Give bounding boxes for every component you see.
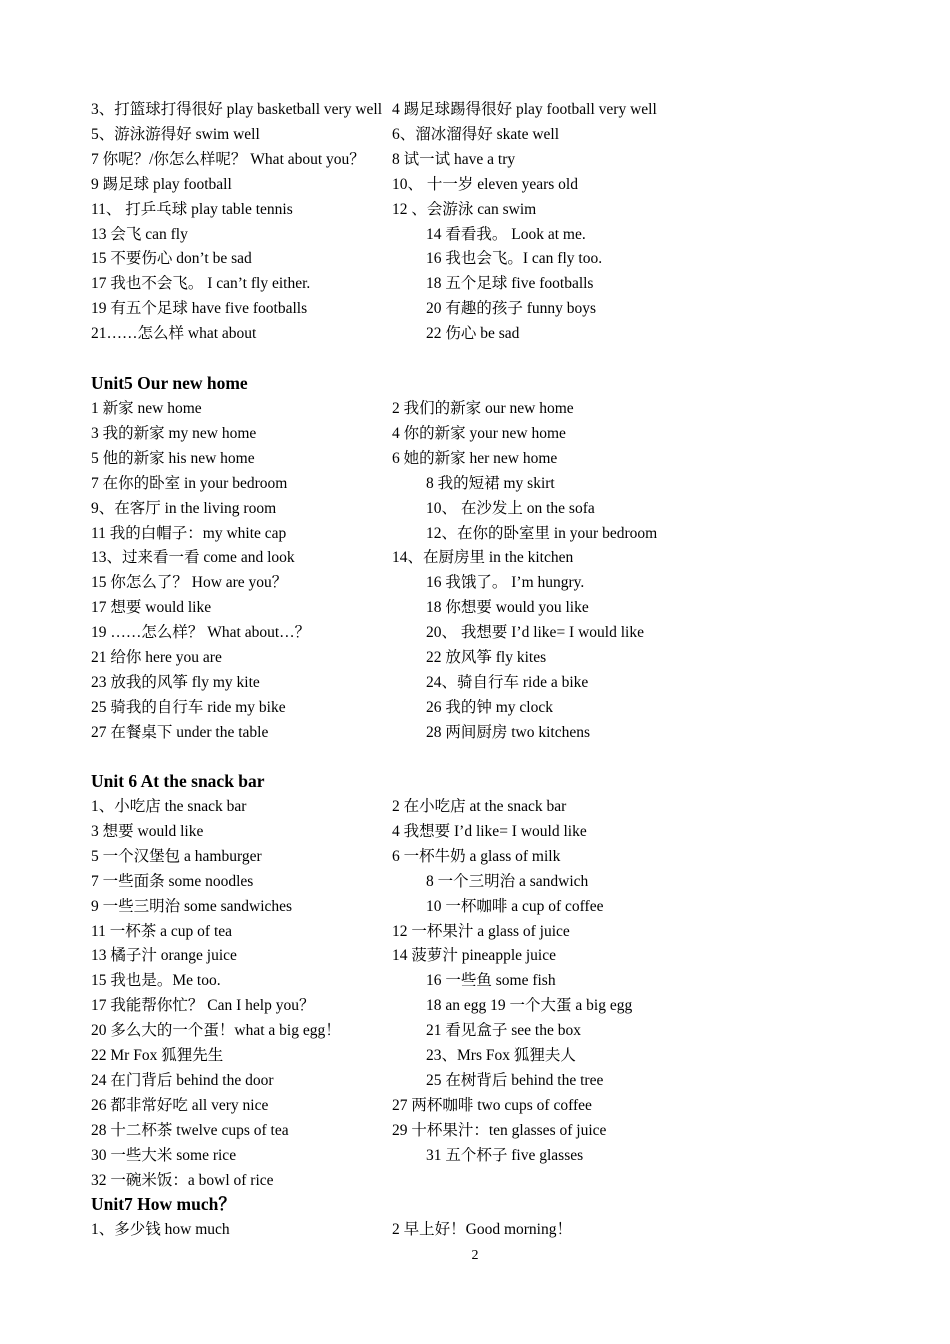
vocab-entry-left: 27 在餐桌下 under the table: [91, 723, 269, 741]
vocab-entry-right: 20、 我想要 I’d like= I would like: [426, 624, 644, 642]
vocab-entry-right: 2 在小吃店 at the snack bar: [392, 798, 567, 815]
vocab-entry-left: 17 想要 would like: [91, 599, 212, 617]
vocab-entry-left: 30 一些大米 some rice: [91, 1146, 237, 1164]
vocab-row: [91, 1217, 891, 1242]
vocab-entry-right: 27 两杯咖啡 two cups of coffee: [392, 1096, 592, 1114]
vocab-entry-left: 28 十二杯茶 twelve cups of tea: [91, 1121, 289, 1139]
vocab-entry-left: 1、多少钱 how much: [91, 1221, 230, 1238]
vocab-entry-left: 23 放我的风筝 fly my kite: [91, 673, 260, 691]
vocab-row: [91, 147, 891, 172]
vocab-entry-right: 21 看见盒子 see the box: [426, 1022, 581, 1040]
vocab-entry-left: 7 一些面条 some noodles: [91, 872, 254, 890]
vocab-row: [91, 869, 891, 894]
vocab-entry-left: 21 给你 here you are: [91, 649, 222, 666]
vocab-row: [91, 197, 891, 222]
vocab-entry-left: 7 在你的卧室 in your bedroom: [91, 474, 288, 492]
vocab-entry-left: 22 Mr Fox 狐狸先生: [91, 1047, 224, 1064]
vocab-entry-left: 13 橘子汁 orange juice: [91, 947, 237, 965]
vocab-row: [91, 919, 891, 944]
vocab-entry-left: 25 骑我的自行车 ride my bike: [91, 698, 286, 716]
vocab-entry-right: 8 试一试 have a try: [392, 150, 516, 168]
vocab-entry-right: 14、在厨房里 in the kitchen: [392, 549, 574, 567]
vocab-entry-right: 16 我也会飞。I can fly too.: [426, 250, 603, 268]
vocab-entry-left: 19 有五个足球 have five footballs: [91, 300, 308, 318]
vocab-entry-right: 12、在你的卧室里 in your bedroom: [426, 524, 658, 542]
vocab-entry-left: 9 一些三明治 some sandwiches: [91, 897, 293, 915]
vocab-entry-right: 8 一个三明治 a sandwich: [426, 872, 589, 890]
vocab-entry-left: 17 我能帮你忙？ Can I help you？: [91, 997, 315, 1015]
vocab-entry-right: 6 她的新家 her new home: [392, 449, 558, 467]
vocab-entry-right: 22 放风筝 fly kites: [426, 649, 547, 666]
vocab-entry-right: 18 an egg 19 一个大蛋 a big egg: [426, 997, 633, 1015]
vocab-entry-left: 13、过来看一看 come and look: [91, 549, 295, 567]
vocab-entry-left: 9、在客厅 in the living room: [91, 499, 277, 517]
vocab-entry-left: 1、小吃店 the snack bar: [91, 798, 247, 815]
vocab-entry-right: 14 看看我。 Look at me.: [426, 225, 586, 243]
vocab-entry-left: 1 新家 new home: [91, 400, 202, 417]
vocab-row: [91, 1068, 891, 1093]
vocab-row: [91, 246, 891, 271]
vocab-row: [91, 521, 891, 546]
vocab-entry-left: 20 多么大的一个蛋！what a big egg！: [91, 1022, 341, 1040]
vocab-row: [91, 122, 891, 147]
vocab-entry-right: 22 伤心 be sad: [426, 325, 520, 343]
vocab-row: [91, 844, 891, 869]
vocab-entry-left: 13 会飞 can fly: [91, 225, 188, 243]
vocab-entry-right: 4 你的新家 your new home: [392, 424, 566, 442]
vocab-entry-left: 9 踢足球 play football: [91, 175, 232, 193]
vocab-entry-left: 19 ……怎么样？ What about…？: [91, 624, 311, 642]
vocab-entry-right: 10、 十一岁 eleven years old: [392, 175, 578, 193]
vocab-row: [91, 720, 891, 745]
vocab-entry-left: 24 在门背后 behind the door: [91, 1071, 274, 1089]
vocab-row: [91, 968, 891, 993]
vocab-row: [91, 620, 891, 645]
vocab-entry-right: 28 两间厨房 two kitchens: [426, 723, 591, 741]
vocab-row: [91, 471, 891, 496]
vocab-row: [91, 1018, 891, 1043]
vocab-row: [91, 222, 891, 247]
vocab-entry-left: 5 他的新家 his new home: [91, 449, 255, 467]
vocab-entry-left: 11、 打乒乓球 play table tennis: [91, 200, 293, 218]
vocab-entry-right: 2 早上好！Good morning！: [392, 1221, 572, 1238]
vocab-row: [91, 894, 891, 919]
vocab-row: [91, 1143, 891, 1168]
vocab-entry-left: 26 都非常好吃 all very nice: [91, 1096, 269, 1114]
vocab-row: [91, 296, 891, 321]
vocab-entry-left: 15 不要伤心 don’t be sad: [91, 250, 252, 268]
vocab-row: [91, 1043, 891, 1068]
vocab-entry-right: 16 我饿了。 I’m hungry.: [426, 574, 585, 592]
vocab-entry-left: 3 我的新家 my new home: [91, 424, 257, 442]
vocab-entry-right: 10、 在沙发上 on the sofa: [426, 499, 595, 517]
vocab-entry-left: 7 你呢？/你怎么样呢？ What about you？: [91, 150, 365, 168]
vocab-entry-left: 3、打篮球打得很好 play basketball very well: [91, 101, 383, 118]
vocab-entry-right: 23、Mrs Fox 狐狸夫人: [426, 1047, 576, 1064]
unit7-heading: Unit7 How much？: [91, 1194, 236, 1214]
vocab-entry-left: 17 我也不会飞。 I can’t fly either.: [91, 275, 311, 293]
vocab-entry-right: 12 一杯果汁 a glass of juice: [392, 922, 570, 940]
vocab-row: [91, 421, 891, 446]
vocab-entry-right: 25 在树背后 behind the tree: [426, 1071, 604, 1089]
vocab-entry-right: 2 我们的新家 our new home: [392, 400, 574, 417]
vocab-entry-left: 15 我也是。Me too.: [91, 972, 221, 990]
vocab-row: [91, 396, 891, 421]
vocab-row: [91, 446, 891, 471]
vocab-row: [91, 172, 891, 197]
vocab-entry-right: 4 我想要 I’d like= I would like: [392, 822, 587, 840]
vocab-row: [91, 321, 891, 346]
vocab-entry-right: 6、溜冰溜得好 skate well: [392, 125, 560, 143]
vocab-entry-right: 20 有趣的孩子 funny boys: [426, 300, 597, 318]
vocab-entry-right: 18 五个足球 five footballs: [426, 275, 594, 293]
vocab-row: [91, 570, 891, 595]
vocab-row: [91, 1093, 891, 1118]
vocab-row: [91, 993, 891, 1018]
vocab-row: [91, 695, 891, 720]
vocab-row: [91, 271, 891, 296]
vocab-entry-left: 5 一个汉堡包 a hamburger: [91, 847, 262, 865]
vocab-entry-right: 12 、会游泳 can swim: [392, 200, 537, 218]
vocab-entry-right: 18 你想要 would you like: [426, 599, 589, 617]
vocab-row: [91, 819, 891, 844]
vocab-entry-right: 14 菠萝汁 pineapple juice: [392, 947, 556, 965]
unit6-heading: Unit 6 At the snack bar: [91, 771, 265, 791]
vocab-entry-right: 4 踢足球踢得很好 play football very well: [392, 101, 657, 118]
vocab-row: [91, 97, 891, 122]
vocab-entry-left: 15 你怎么了？ How are you？: [91, 574, 288, 592]
vocab-row: [91, 1168, 891, 1193]
vocab-entry-left: 21……怎么样 what about: [91, 325, 257, 343]
vocab-entry-right: 6 一杯牛奶 a glass of milk: [392, 847, 561, 865]
vocab-row: [91, 943, 891, 968]
vocab-entry-left: 11 一杯茶 a cup of tea: [91, 922, 233, 940]
vocab-entry-right: 24、骑自行车 ride a bike: [426, 673, 589, 691]
vocab-entry-right: 8 我的短裙 my skirt: [426, 474, 555, 492]
unit5-heading: Unit5 Our new home: [91, 373, 248, 393]
vocab-entry-left: 5、游泳游得好 swim well: [91, 125, 260, 143]
vocab-row: [91, 595, 891, 620]
vocab-row: [91, 645, 891, 670]
vocab-entry-right: 29 十杯果汁：ten glasses of juice: [392, 1121, 607, 1139]
vocab-entry-right: 16 一些鱼 some fish: [426, 972, 556, 990]
vocab-entry-right: 31 五个杯子 five glasses: [426, 1146, 584, 1164]
page-number: 2: [471, 1248, 479, 1263]
vocab-row: [91, 496, 891, 521]
vocab-row: [91, 1118, 891, 1143]
vocab-row: [91, 670, 891, 695]
vocab-entry-left: 11 我的白帽子：my white cap: [91, 524, 287, 542]
vocab-row: [91, 545, 891, 570]
vocab-row: [91, 794, 891, 819]
vocab-entry-left: 32 一碗米饭：a bowl of rice: [91, 1171, 274, 1189]
vocab-entry-left: 3 想要 would like: [91, 822, 204, 840]
vocab-entry-right: 26 我的钟 my clock: [426, 698, 553, 716]
vocab-entry-right: 10 一杯咖啡 a cup of coffee: [426, 897, 604, 915]
